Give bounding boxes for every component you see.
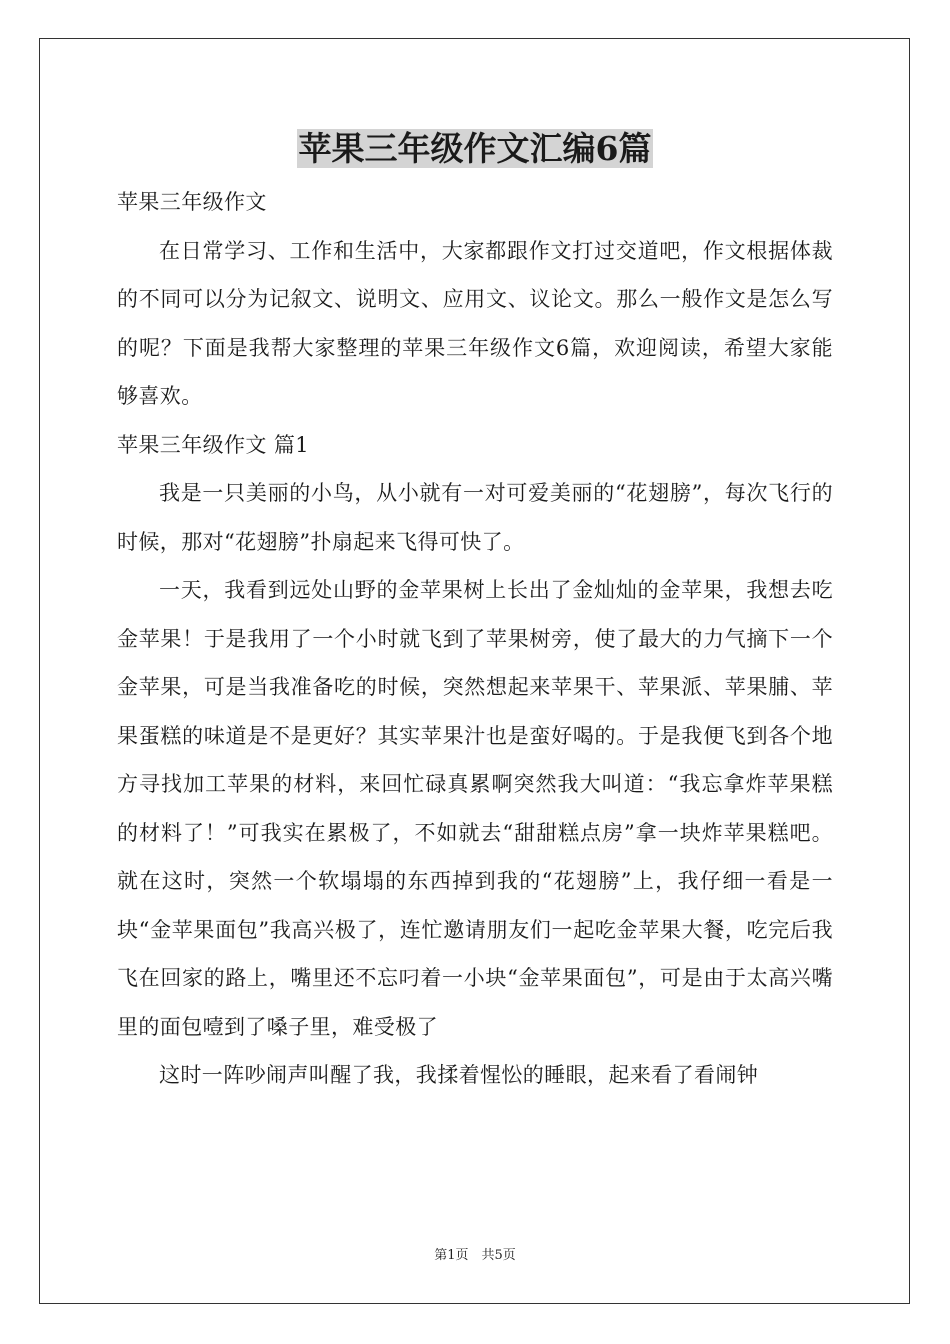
paragraph-body: 一天，我看到远处山野的金苹果树上长出了金灿灿的金苹果，我想去吃金苹果！于是我用了一个小时就飞到了苹果树旁，使了最大的力气摘下一个金苹果，可是当我准备吃的时候，突然想起来苹果干、苹果派、苹果脯、苹果蛋糕的味道是不是更好？其实苹果汁也是蛮好喝的。于是我便飞到各个地方寻找加工苹果的材料，来回忙碌真累啊突然我大叫道：“我忘拿炸苹果糕的材料了！”可我实在累极了，不如就去“甜甜糕点房”拿一块炸苹果糕吧。就在这时，突然一个软塌塌的东西掉到我的“花翅膀”上，我仔细一看是一块“金苹果面包”我高兴极了，连忙邀请朋友们一起吃金苹果大餐，吃完后我飞在回家的路上，嘴里还不忘叼着一小块“金苹果面包”，可是由于太高兴嘴里的面包噎到了嗓子里，难受极了 <box>117 578 833 1039</box>
page-number-footer: 第1页 共5页 <box>434 1248 516 1263</box>
paragraph-intro: 在日常学习、工作和生活中，大家都跟作文打过交道吧，作文根据体裁的不同可以分为记叙文、说明文、应用文、议论文。那么一般作文是怎么写的呢？下面是我帮大家整理的苹果三年级作文6篇，欢迎阅读，希望大家能够喜欢。 <box>117 238 833 408</box>
paragraph-body: 我是一只美丽的小鸟，从小就有一对可爱美丽的“花翅膀”，每次飞行的时候，那对“花翅膀”扑扇起来飞得可快了。 <box>117 481 833 554</box>
paragraph-subtitle: 苹果三年级作文 <box>117 190 267 214</box>
paragraph-body: 这时一阵吵闹声叫醒了我，我揉着惺忪的睡眼，起来看了看闹钟 <box>159 1063 759 1087</box>
document-title-text: 苹果三年级作文汇编6篇 <box>298 129 652 168</box>
document-title <box>0 124 950 174</box>
paragraph-section-heading: 苹果三年级作文 篇1 <box>117 432 310 457</box>
document-body <box>117 178 833 1100</box>
